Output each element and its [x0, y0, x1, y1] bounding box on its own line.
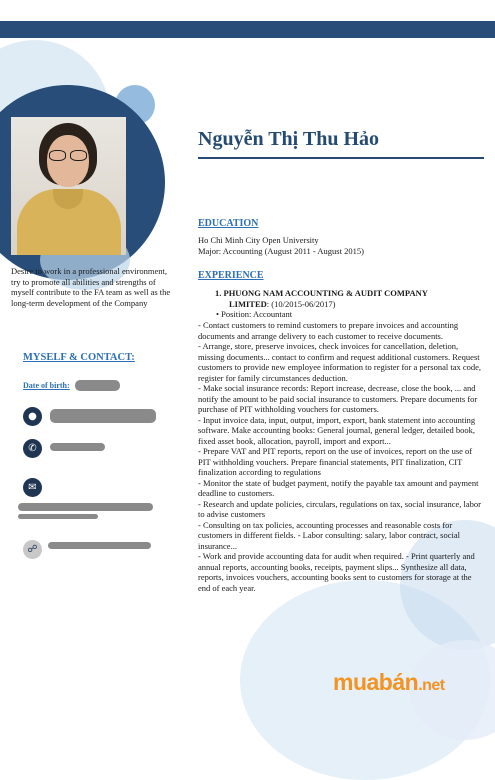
duty-item: - Make social insurance records: Report increase, decrease, close the book, ... and notify the amount to be paid social insurance to customers. Prepare documents for purchase of PIT withholding vouchers for customers.: [198, 383, 478, 414]
duty-item: - Work and provide accounting data for audit when required. - Print quarterly and annual reports, accounting books, receipts, payment slips... Synthesize all data, reports, invoices vouchers, accounting books sent to customers for storage at the end of each year.: [198, 551, 475, 593]
muaban-watermark: muabán.net: [333, 669, 445, 695]
duty-item: - Monitor the state of budget payment, notify the payable tax amount and payment deadline to customers.: [198, 477, 479, 498]
job-duties: [198, 320, 485, 593]
redacted-dob: [75, 380, 120, 391]
company-dates: : (10/2015-06/2017): [266, 298, 336, 309]
map-pin-icon: ●: [23, 407, 42, 426]
duty-item: - Prepare VAT and PIT reports, report on the use of invoices, report on the use of PIT withholding vouchers. Prepare financial statements, PIT finalization, CIT finalization according to regulations: [198, 446, 473, 477]
redacted-link: [48, 542, 151, 549]
redacted-email: [18, 503, 153, 511]
education-heading: EDUCATION: [198, 218, 259, 229]
redacted-address: [50, 409, 156, 423]
duty-item: - Research and update policies, circulars, regulations on tax, social insurance, labor to advise customers: [198, 498, 481, 519]
phone-icon: ✆: [23, 439, 42, 458]
link-icon: ☍: [23, 540, 42, 559]
career-objective: Desire to work in a professional environment, try to promote all abilities and strengths of myself contribute to the FA team as well as the long-term development of the Company: [11, 266, 171, 308]
duty-item: - Input invoice data, input, output, import, export, bank statement into accounting software. Make accounting books: General journal, general ledger, detailed book, fixed asset book, allocation, payroll, import and export...: [198, 414, 476, 446]
name-underline: [198, 157, 484, 159]
contact-heading: MYSELF & CONTACT:: [23, 352, 135, 363]
company-name-line1: 1. PHUONG NAM ACCOUNTING & AUDIT COMPANY: [215, 288, 428, 298]
email-icon: ✉: [23, 478, 42, 497]
experience-heading: EXPERIENCE: [198, 270, 264, 281]
experience-company: [215, 288, 465, 309]
duty-item: - Consulting on tax policies, accounting processes and reasonable costs for customers in different fields. - Labor consulting: salary, labor contract, social insurance...: [198, 519, 461, 551]
redacted-email-2: [18, 514, 98, 519]
duty-item: - Arrange, store, preserve invoices, check invoices for cancellation, deletion, missing documents... contact to confirm and request additional customers. Request customers to provide new employee information to register for a personal tax code, register for family circumstances deduction.: [198, 341, 482, 383]
redacted-phone: [50, 443, 105, 451]
education-school: Ho Chi Minh City Open University: [198, 235, 319, 245]
candidate-name: Nguyễn Thị Thu Hảo: [198, 128, 380, 150]
job-position: • Position: Accountant: [216, 309, 293, 319]
top-banner-bar: [0, 21, 495, 38]
dob-label: Date of birth:: [23, 381, 70, 390]
education-major: Major: Accounting (August 2011 - August 2015): [198, 245, 364, 256]
duty-item: - Contact customers to remind customers to prepare invoices and accounting documents and arrange delivery to each customer to receive documents.: [198, 320, 459, 341]
profile-photo: [11, 117, 126, 255]
education-block: [198, 235, 364, 256]
company-name-line2: LIMITED: [229, 298, 267, 309]
